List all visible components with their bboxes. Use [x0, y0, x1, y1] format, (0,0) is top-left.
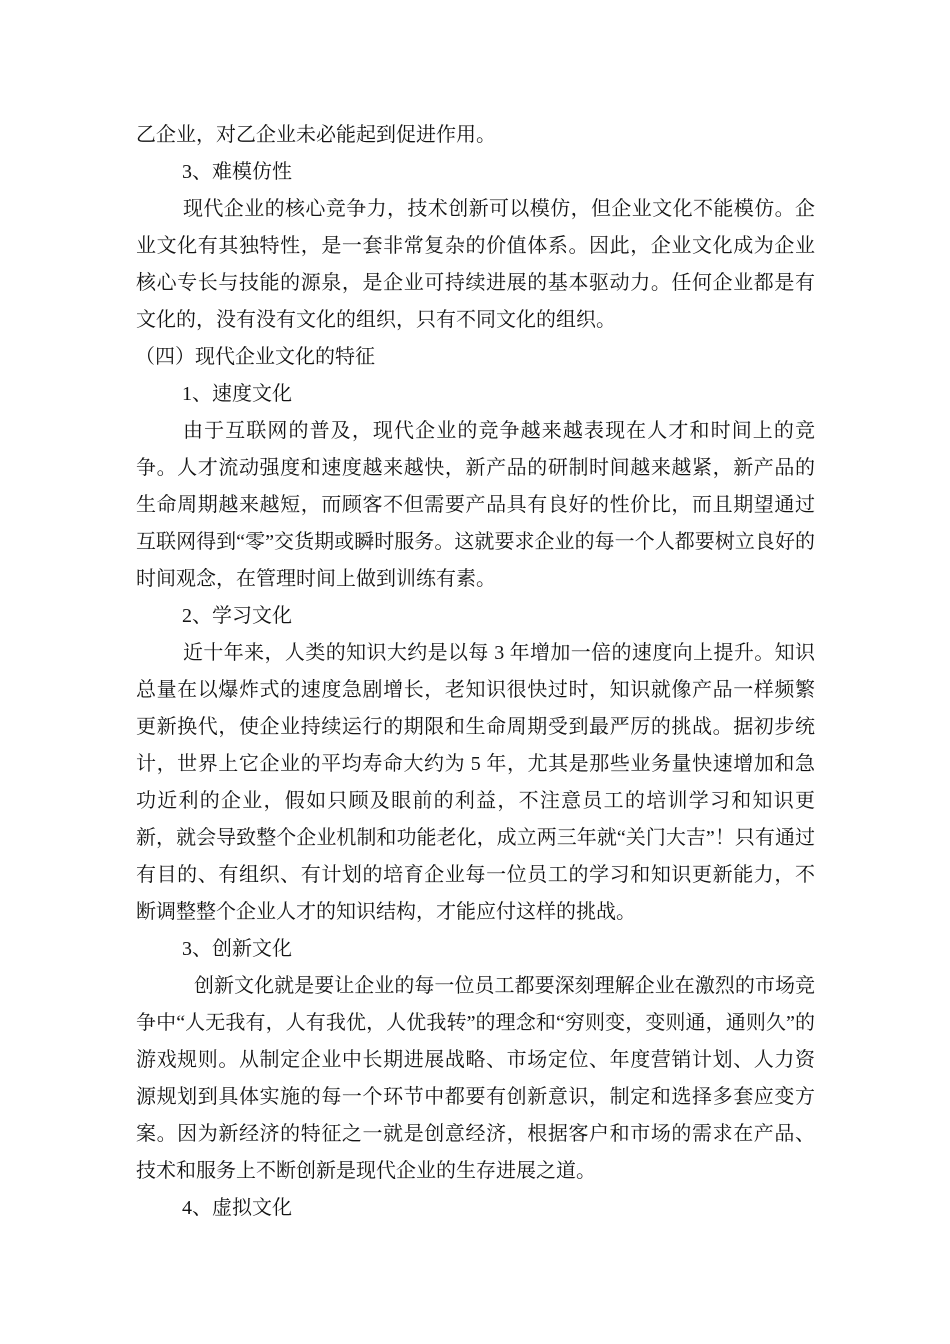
heading-hard-to-imitate: 3、难模仿性 — [182, 161, 292, 183]
heading-speed-culture: 1、速度文化 — [182, 383, 292, 405]
heading-virtual-culture: 4、虚拟文化 — [182, 1197, 292, 1219]
continued-paragraph: 乙企业，对乙企业未必能起到促进作用。 — [136, 124, 496, 146]
document-text-area — [136, 117, 815, 1227]
heading-innovation-culture: 3、创新文化 — [182, 938, 292, 960]
section-heading-modern-enterprise-culture-features: （四）现代企业文化的特征 — [135, 346, 375, 368]
paragraph-learning-culture: 近十年来，人类的知识大约是以每 3 年增加一倍的速度向上提升。知识总量在以爆炸式的速度急剧增长，老知识很快过时，知识就像产品一样频繁更新换代，使企业持续运行的期限和生命周期受到最严厉的挑战。据初步统计，世界上它企业的平均寿命大约为 5 年，尤其是那些业务量快速增加和急功近利的企业，假如只顾及眼前的利益，不注意员工的培训学习和知识更新，就会导致整个企业机制和功能老化，成立两三年就“关门大吉”！只有通过有目的、有组织、有计划的培育企业每一位员工的学习和知识更新能力，不断调整整个企业人才的知识结构，才能应付这样的挑战。 — [136, 642, 815, 923]
heading-learning-culture: 2、学习文化 — [182, 605, 292, 627]
paragraph-speed-culture: 由于互联网的普及，现代企业的竞争越来越表现在人才和时间上的竞争。人才流动强度和速度越来越快，新产品的研制时间越来越紧，新产品的生命周期越来越短，而顾客不但需要产品具有良好的性价比，而且期望通过互联网得到“零”交货期或瞬时服务。这就要求企业的每一个人都要树立良好的时间观念，在管理时间上做到训练有素。 — [136, 420, 815, 590]
paragraph-hard-to-imitate: 现代企业的核心竞争力，技术创新可以模仿，但企业文化不能模仿。企业文化有其独特性，是一套非常复杂的价值体系。因此，企业文化成为企业核心专长与技能的源泉，是企业可持续进展的基本驱动力。任何企业都是有文化的，没有没有文化的组织，只有不同文化的组织。 — [136, 198, 815, 331]
paragraph-innovation-culture: 创新文化就是要让企业的每一位员工都要深刻理解企业在激烈的市场竞争中“人无我有，人有我优，人优我转”的理念和“穷则变，变则通，通则久”的游戏规则。从制定企业中长期进展战略、市场定位、年度营销计划、人力资源规划到具体实施的每一个环节中都要有创新意识，制定和选择多套应变方案。因为新经济的特征之一就是创意经济，根据客户和市场的需求在产品、技术和服务上不断创新是现代企业的生存进展之道。 — [136, 975, 815, 1182]
